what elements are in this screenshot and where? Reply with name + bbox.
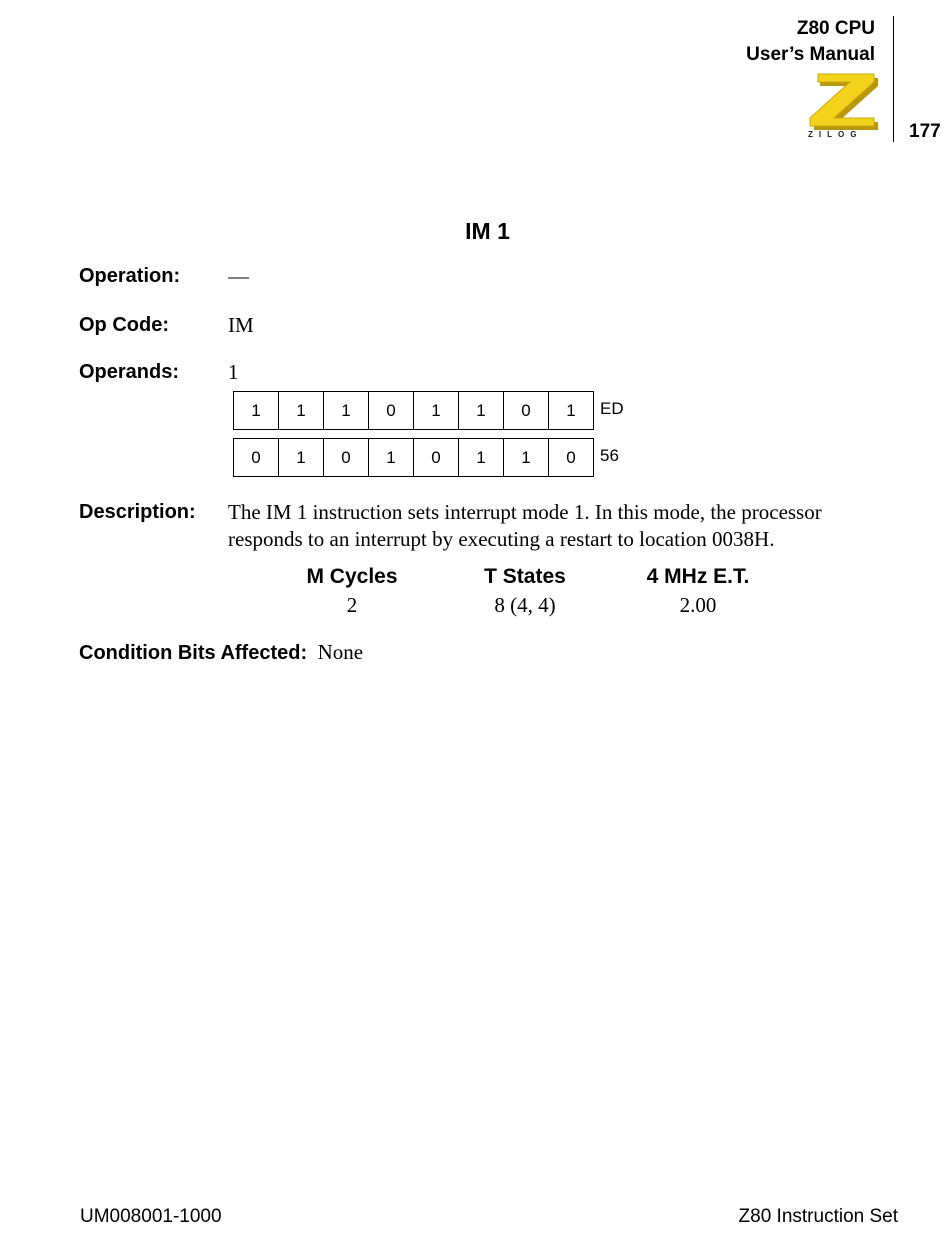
bit-cell: 1 [233,391,279,430]
condition-bits-label: Condition Bits Affected: [79,642,308,664]
footer-document-id: UM008001-1000 [80,1206,222,1227]
zilog-z-icon [806,72,880,130]
bit-cell: 0 [233,438,279,477]
operands-label: Operands: [79,361,180,383]
timing-value-t-states: 8 (4, 4) [494,593,556,617]
opcode-label: Op Code: [79,314,169,336]
instruction-title: IM 1 [465,218,510,244]
bit-cell: 0 [503,391,549,430]
page-number: 177 [909,121,941,142]
bit-cell: 0 [548,438,594,477]
condition-bits-row [79,640,363,665]
timing-value-et: 2.00 [679,593,717,617]
bit-cell: 1 [458,391,504,430]
header-divider [893,16,894,142]
bit-cell: 0 [368,391,414,430]
bit-cell: 1 [503,438,549,477]
bit-cell: 0 [323,438,369,477]
opcode-byte-1-hex: ED [600,399,624,418]
opcode-byte-2-hex: 56 [600,446,619,465]
bit-cell: 1 [323,391,369,430]
bit-cell: 0 [413,438,459,477]
timing-header-et: 4 MHz E.T. [646,565,750,588]
opcode-byte-2 [233,438,594,477]
opcode-value: IM [228,313,254,337]
manual-title-line1: Z80 CPU [796,18,875,39]
bit-cell: 1 [278,438,324,477]
manual-title [746,16,875,68]
bit-cell: 1 [413,391,459,430]
timing-header-t-states: T States [484,565,566,588]
operation-value: — [228,264,249,288]
footer-section-title: Z80 Instruction Set [738,1206,898,1227]
bit-cell: 1 [548,391,594,430]
opcode-byte-1 [233,391,594,430]
bit-cell: 1 [458,438,504,477]
condition-bits-value: None [317,640,364,664]
description-text: The IM 1 instruction sets interrupt mode 1. In this mode, the processor responds to an interrupt by executing a restart to location 0038H. [228,500,822,551]
manual-title-line2: User’s Manual [746,44,875,65]
logo-text: ZILOG [808,130,863,139]
zilog-logo [806,72,880,144]
bit-cell: 1 [368,438,414,477]
operands-value: 1 [228,360,239,384]
operation-label: Operation: [79,265,181,287]
timing-header-m-cycles: M Cycles [306,565,398,588]
timing-value-m-cycles: 2 [346,593,358,617]
bit-cell: 1 [278,391,324,430]
description-label: Description: [79,501,196,523]
